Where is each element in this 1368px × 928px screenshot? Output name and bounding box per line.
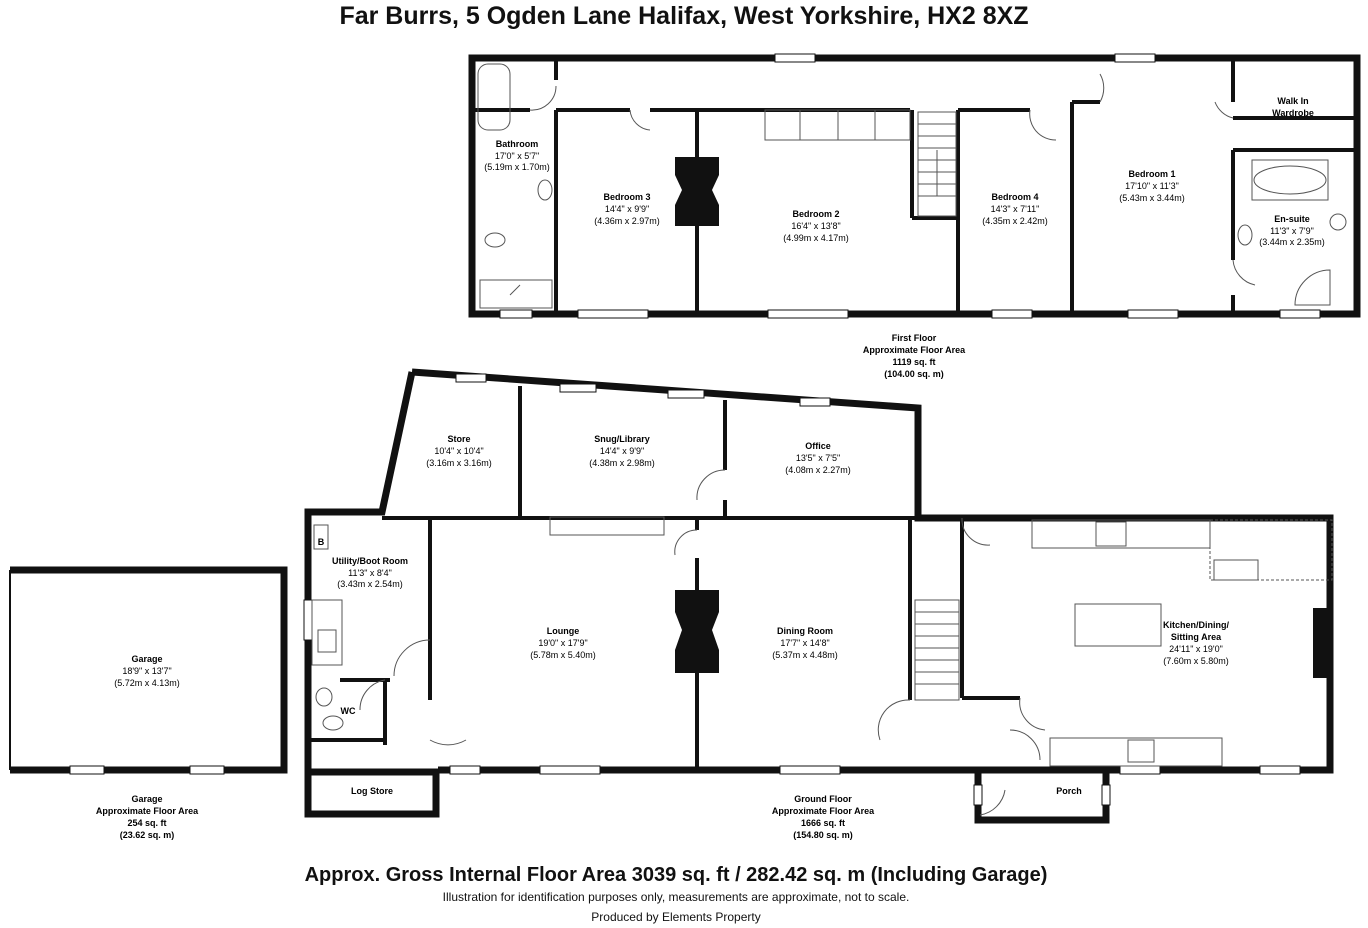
- store-metric: (3.16m x 3.16m): [426, 458, 492, 468]
- kitchen-name2: Sitting Area: [1170, 632, 1222, 642]
- bathroom-name: Bathroom: [495, 139, 539, 149]
- bedroom4-metric: (4.35m x 2.42m): [982, 216, 1048, 226]
- utility-imperial: 11'3" x 8'4": [348, 568, 392, 578]
- dining-imperial: 17'7" x 14'8": [780, 638, 830, 648]
- dining-name: Dining Room: [777, 626, 833, 636]
- utility-name: Utility/Boot Room: [332, 556, 408, 566]
- ground-floor-label: Approximate Floor Area: [771, 806, 875, 816]
- room-labels: [114, 96, 1325, 796]
- snug-imperial: 14'4" x 9'9": [599, 446, 645, 456]
- bedroom1-metric: (5.43m x 3.44m): [1119, 193, 1185, 203]
- gross-area: Approx. Gross Internal Floor Area 3039 sq. ft / 282.42 sq. m (Including Garage): [304, 864, 1048, 886]
- ground-floor-sqft: 1666 sq. ft: [800, 818, 846, 828]
- bedroom1-name: Bedroom 1: [1128, 169, 1176, 179]
- first-floor-sqm: (104.00 sq. m): [884, 369, 944, 379]
- disclaimer: Illustration for identification purposes only, measurements are approximate, not to scale.: [442, 890, 910, 904]
- first-floor-walls: [472, 58, 1357, 314]
- producer-credit: Produced by Elements Property: [591, 910, 761, 924]
- garage-name: Garage: [131, 654, 163, 664]
- first-floor-label: Approximate Floor Area: [862, 345, 966, 355]
- bedroom2-metric: (4.99m x 4.17m): [783, 233, 849, 243]
- bedroom2-name: Bedroom 2: [792, 209, 840, 219]
- first-floor-doors: [530, 74, 1255, 285]
- bathroom-metric: (5.19m x 1.70m): [484, 162, 550, 172]
- ground-floor-sqm: (154.80 sq. m): [793, 830, 853, 840]
- store-name: Store: [447, 434, 471, 444]
- boiler-label: B: [317, 537, 325, 547]
- office-imperial: 13'5" x 7'5": [795, 453, 841, 463]
- logstore-name: Log Store: [351, 786, 393, 796]
- first-floor-stairs: [918, 112, 956, 216]
- garage-floor-sqm: (23.62 sq. m): [119, 830, 175, 840]
- kitchen-metric: (7.60m x 5.80m): [1163, 656, 1229, 666]
- ground-floor-stairs: [915, 600, 959, 700]
- plan-title: Far Burrs, 5 Ogden Lane Halifax, West Yorkshire, HX2 8XZ: [339, 2, 1029, 30]
- ensuite-name: En-suite: [1274, 214, 1310, 224]
- ensuite-imperial: 11'3" x 7'9": [1270, 226, 1314, 236]
- porch-name: Porch: [1056, 786, 1082, 796]
- floor-area-labels: [96, 333, 966, 840]
- bathroom-imperial: 17'0" x 5'7": [494, 151, 540, 161]
- utility-metric: (3.43m x 2.54m): [337, 579, 403, 589]
- first-floor-sqft: 1119 sq. ft: [892, 357, 936, 367]
- first-floor-chimney: [675, 157, 719, 226]
- garage-imperial: 18'9" x 13'7": [122, 666, 172, 676]
- lounge-name: Lounge: [546, 626, 580, 636]
- bedroom1-imperial: 17'10" x 11'3": [1125, 181, 1179, 191]
- dining-metric: (5.37m x 4.48m): [772, 650, 838, 660]
- bedroom4-imperial: 14'3" x 7'11": [990, 204, 1040, 214]
- bedroom3-name: Bedroom 3: [603, 192, 651, 202]
- ground-floor-chimney: [675, 590, 719, 673]
- bedroom4-name: Bedroom 4: [991, 192, 1039, 202]
- lounge-metric: (5.78m x 5.40m): [530, 650, 596, 660]
- garage-floor-label: Approximate Floor Area: [95, 806, 199, 816]
- bedroom3-metric: (4.36m x 2.97m): [594, 216, 660, 226]
- ground-floor-partitions: [310, 386, 1020, 770]
- snug-metric: (4.38m x 2.98m): [589, 458, 655, 468]
- kitchen-fireplace: [1313, 608, 1331, 678]
- store-imperial: 10'4" x 10'4": [434, 446, 484, 456]
- walkin-name2: Wardrobe: [1272, 108, 1314, 118]
- snug-name: Snug/Library: [594, 434, 650, 444]
- wc-name: WC: [340, 706, 356, 716]
- walkin-name1: Walk In: [1277, 96, 1309, 106]
- kitchen-imperial: 24'11" x 19'0": [1169, 644, 1223, 654]
- garage-floor-name: Garage: [131, 794, 163, 804]
- kitchen-name1: Kitchen/Dining/: [1163, 620, 1229, 630]
- garage-floor-sqft: 254 sq. ft: [127, 818, 167, 828]
- office-name: Office: [805, 441, 831, 451]
- office-metric: (4.08m x 2.27m): [785, 465, 851, 475]
- ensuite-metric: (3.44m x 2.35m): [1259, 237, 1325, 247]
- ground-floor-name: Ground Floor: [794, 794, 852, 804]
- garage-metric: (5.72m x 4.13m): [114, 678, 180, 688]
- first-floor-partitions: [472, 58, 1357, 314]
- lounge-imperial: 19'0" x 17'9": [538, 638, 588, 648]
- first-floor-name: First Floor: [891, 333, 937, 343]
- bedroom3-imperial: 14'4" x 9'9": [604, 204, 650, 214]
- bedroom2-imperial: 16'4" x 13'8": [791, 221, 841, 231]
